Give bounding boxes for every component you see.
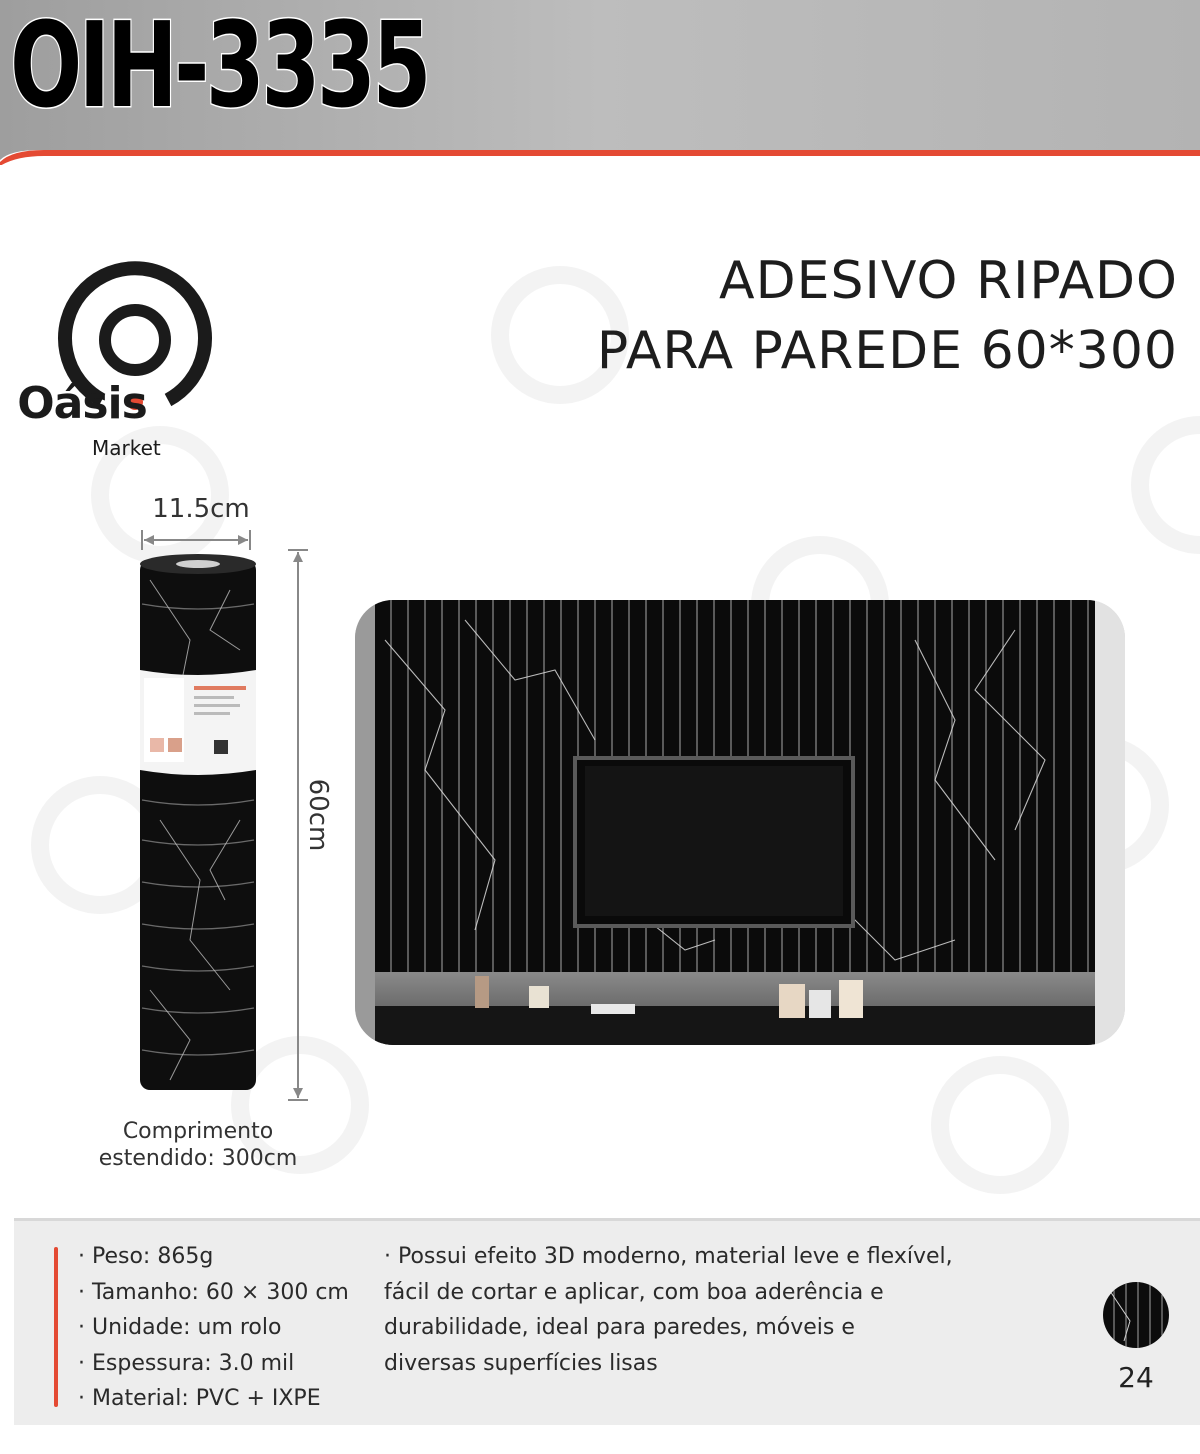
sku-code: OIH-3335 [10,0,428,134]
color-swatch-icon [1102,1281,1170,1349]
roll-width-label: 11.5cm [152,494,250,524]
description-line: · Possui efeito 3D moderno, material leve e flexível, [384,1244,953,1269]
swatch-number: 24 [1118,1361,1154,1394]
roll-caption-line2: estendido: 300cm [98,1146,298,1171]
spec-thickness: · Espessura: 3.0 mil [78,1350,295,1376]
spec-unit: · Unidade: um rolo [78,1315,282,1340]
room-application-photo [355,600,1125,1045]
product-title [597,246,1178,386]
roll-caption-line1: Comprimento [122,1119,274,1144]
spec-list [78,1239,349,1417]
roll-length-caption [80,1118,316,1172]
accent-bar [54,1247,58,1407]
description-line: fácil de cortar e aplicar, com boa aderência e [384,1279,884,1305]
oasis-ring-logo-icon [50,228,220,468]
product-title-line2: PARA PAREDE 60*300 [596,321,1178,381]
height-dimension-arrow-icon [288,550,308,1100]
brand-subtitle: Market [92,436,161,460]
width-dimension-arrow-icon [142,530,250,550]
description-line: durabilidade, ideal para paredes, móveis e [384,1315,855,1340]
wallpaper-roll-illustration [130,520,320,1110]
specification-panel [14,1218,1200,1425]
product-description [384,1239,1004,1381]
header-band [0,0,1200,165]
description-line: diversas superfícies lisas [384,1350,658,1376]
roll-height-label: 60cm [303,778,333,852]
spec-size: · Tamanho: 60 × 300 cm [78,1279,349,1305]
product-title-line1: ADESIVO RIPADO [719,251,1178,311]
spec-weight: · Peso: 865g [78,1244,214,1269]
brand-name: Oásis [17,378,147,429]
spec-material: · Material: PVC + IXPE [78,1386,321,1411]
